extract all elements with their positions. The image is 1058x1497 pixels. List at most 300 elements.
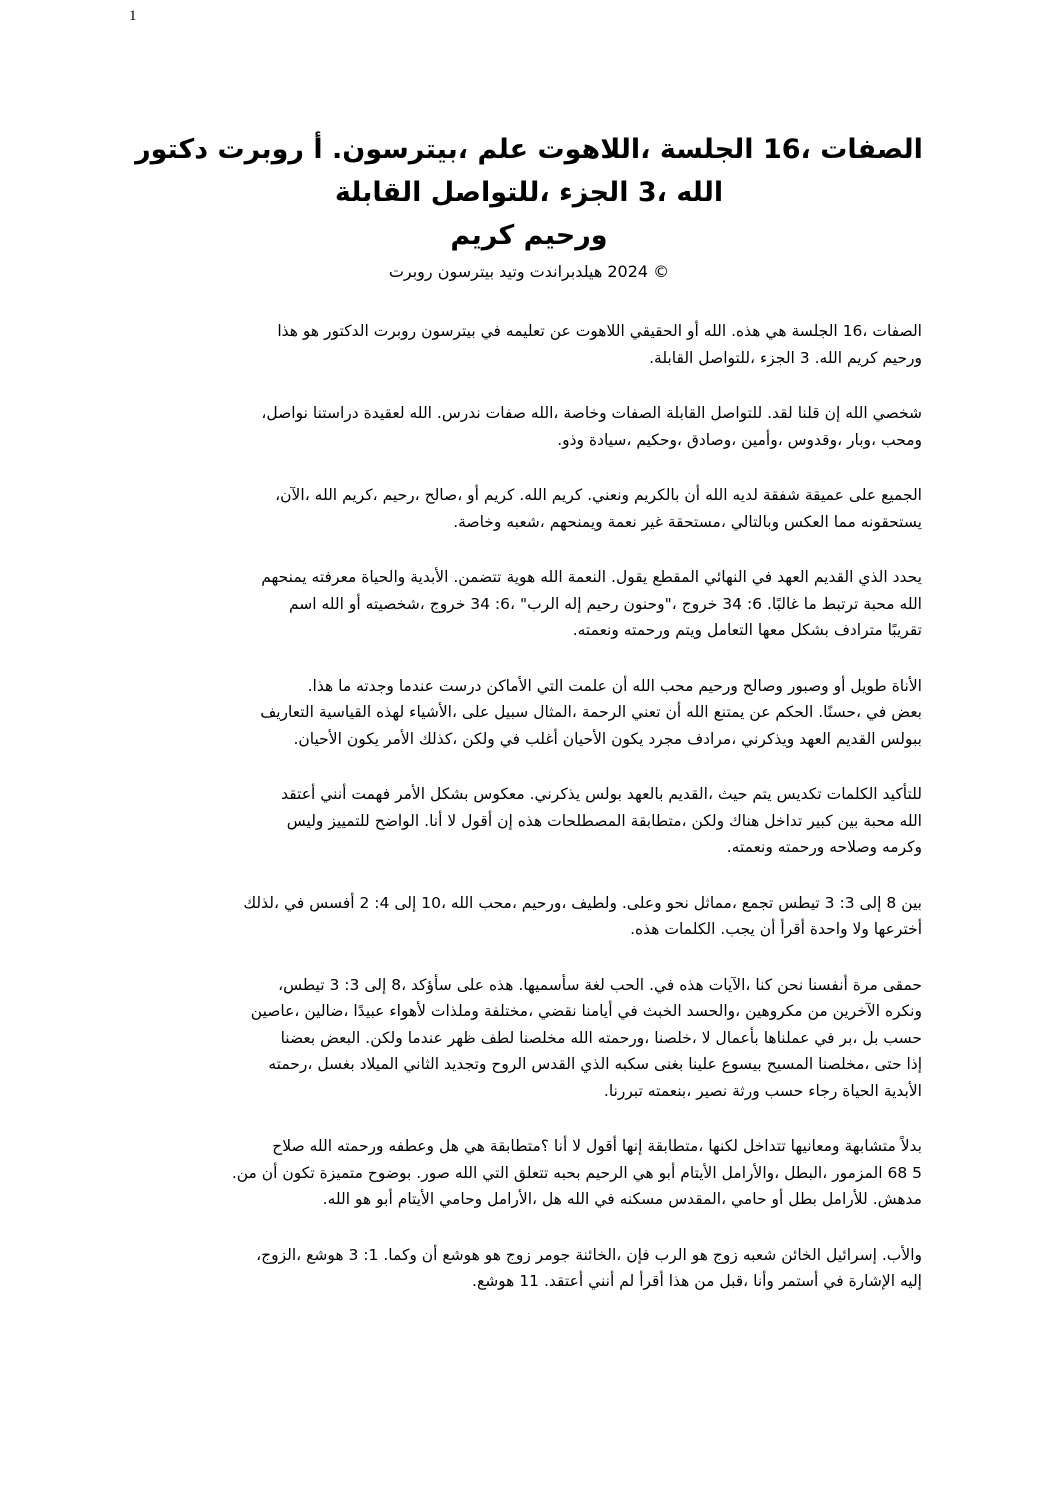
word: تيطس، bbox=[278, 975, 325, 994]
word: أو bbox=[686, 322, 699, 340]
word: أنفسنا bbox=[808, 975, 848, 994]
word: الله bbox=[845, 404, 868, 422]
paragraph bbox=[140, 400, 922, 453]
word: القياسية bbox=[318, 703, 372, 721]
word: لعقيدة bbox=[363, 404, 405, 422]
word: هوشع bbox=[306, 1245, 344, 1264]
word: في bbox=[617, 1002, 638, 1020]
word: تجمع bbox=[741, 893, 774, 912]
word: ورحيم bbox=[698, 676, 738, 695]
word: الأبدية bbox=[883, 1081, 922, 1100]
word: حيث bbox=[717, 785, 748, 803]
word: الروح bbox=[491, 1055, 527, 1073]
word: ،مختلفة bbox=[483, 1002, 534, 1020]
word: الأماكن bbox=[486, 676, 532, 695]
word: الصفات bbox=[872, 322, 922, 340]
paragraph-line bbox=[140, 808, 922, 835]
word: بعضنا bbox=[280, 1028, 316, 1047]
word: عبيدًا bbox=[353, 1002, 385, 1020]
word: الجلسة bbox=[791, 322, 838, 340]
word: 5 bbox=[912, 1163, 922, 1182]
word: معها bbox=[757, 621, 786, 639]
word: بعض bbox=[891, 703, 922, 721]
word: عندما bbox=[407, 1028, 443, 1047]
word: الحكم bbox=[775, 703, 814, 721]
word: أن bbox=[611, 676, 628, 695]
word: على bbox=[461, 703, 490, 721]
word: 16، bbox=[762, 134, 811, 165]
word: للأرامل bbox=[821, 1190, 868, 1208]
paragraph bbox=[140, 781, 922, 861]
word: يتم bbox=[752, 785, 772, 803]
word: ،شعبه bbox=[506, 512, 545, 531]
word: ،للتواصل bbox=[430, 177, 550, 208]
word: شعبه bbox=[742, 1245, 777, 1264]
word: صور. bbox=[416, 1163, 450, 1182]
word: علينا bbox=[688, 1055, 717, 1073]
paragraph-line bbox=[140, 1051, 922, 1078]
word: كنا bbox=[755, 975, 773, 994]
word: العكس bbox=[784, 512, 829, 531]
word: :6، bbox=[494, 594, 516, 613]
word: ،ضالين bbox=[304, 1002, 349, 1020]
word: الواضح bbox=[374, 811, 420, 830]
page-number: 1 bbox=[129, 8, 137, 24]
word: على bbox=[848, 486, 877, 504]
word: عندما bbox=[398, 676, 434, 695]
word: بل bbox=[862, 1028, 879, 1047]
word: هذه. bbox=[731, 322, 761, 340]
word: بالعهد bbox=[626, 785, 664, 803]
word: أن bbox=[421, 1245, 438, 1264]
word: ،ورحمته bbox=[597, 1028, 650, 1047]
word: هي bbox=[632, 1163, 654, 1182]
word: أبو bbox=[658, 1163, 676, 1182]
paragraph-line bbox=[140, 1078, 922, 1105]
word: هي bbox=[463, 1137, 485, 1155]
word: ،كذلك bbox=[418, 729, 458, 748]
document-body bbox=[140, 318, 922, 1324]
word: مجرد bbox=[648, 729, 683, 748]
word: الله bbox=[899, 811, 922, 830]
word: كبير bbox=[807, 811, 833, 830]
word: متشابهة bbox=[844, 1137, 896, 1155]
word: حامي bbox=[731, 1190, 767, 1208]
word: هل bbox=[438, 1137, 459, 1155]
word: سبيل bbox=[494, 703, 529, 721]
paragraph-line bbox=[140, 916, 922, 943]
word: عميقة bbox=[804, 486, 844, 504]
word: أقرأ bbox=[780, 920, 805, 938]
word: العهد bbox=[799, 729, 831, 748]
word: الله bbox=[309, 1137, 333, 1155]
word: البعض bbox=[320, 1028, 361, 1047]
paragraph bbox=[140, 673, 922, 753]
paragraph bbox=[140, 318, 922, 371]
word: هو bbox=[355, 1190, 372, 1208]
word: غالبًا. bbox=[766, 594, 799, 613]
word: الصفات bbox=[820, 134, 923, 165]
word: هي bbox=[765, 322, 787, 340]
word: أعتقد bbox=[281, 785, 316, 803]
word: ،محب bbox=[478, 893, 517, 912]
word: خروج bbox=[681, 594, 718, 613]
word: كريم bbox=[846, 348, 878, 367]
word: ،مخلصنا bbox=[818, 1055, 870, 1073]
word: ،متطابقة bbox=[630, 811, 687, 830]
word: ظهر bbox=[447, 1028, 476, 1047]
word: أفسس bbox=[309, 893, 355, 912]
word: وكرمه bbox=[881, 838, 922, 856]
word: ،المثال bbox=[533, 703, 577, 721]
word: بين bbox=[901, 893, 922, 912]
word: :1 bbox=[363, 1245, 379, 1264]
word: أو bbox=[467, 486, 479, 504]
word: لا bbox=[572, 1137, 582, 1155]
word: مدهش. bbox=[872, 1190, 922, 1208]
word: أو bbox=[771, 1190, 784, 1208]
word: هناك bbox=[729, 811, 760, 830]
word: لأهواء bbox=[389, 1002, 426, 1020]
word: 2024 bbox=[607, 262, 649, 281]
word: بغسل bbox=[317, 1055, 355, 1073]
word: ،عاصين bbox=[250, 1002, 300, 1020]
word: ولا bbox=[852, 920, 869, 938]
word: تبررنا. bbox=[603, 1081, 643, 1100]
word: ،الله bbox=[530, 404, 559, 422]
word: أن bbox=[261, 1163, 278, 1182]
paragraph-line bbox=[140, 1025, 922, 1052]
word: وخاصة. bbox=[453, 512, 502, 531]
word: الله. bbox=[519, 486, 547, 504]
word: ونعمته. bbox=[726, 838, 773, 856]
word: في bbox=[823, 1272, 844, 1290]
word: الجلسة bbox=[659, 134, 754, 165]
word: مكروهين bbox=[745, 1002, 803, 1020]
word: وأنا bbox=[753, 1272, 774, 1290]
word: ولطيف bbox=[571, 893, 617, 912]
word: الله bbox=[703, 322, 727, 340]
word: الله bbox=[705, 486, 728, 504]
word: 3 bbox=[799, 348, 810, 367]
word: صفات bbox=[485, 404, 526, 422]
paragraph-line bbox=[140, 345, 922, 372]
word: التي bbox=[482, 1163, 509, 1182]
word: الكلمات bbox=[664, 920, 716, 938]
word: بشكل bbox=[430, 785, 469, 803]
word: أن bbox=[684, 486, 701, 504]
word: والحياة bbox=[361, 568, 406, 586]
word: يمتنع bbox=[713, 703, 745, 721]
word: الرب" bbox=[519, 594, 560, 613]
word: نواصل، bbox=[261, 404, 308, 422]
paragraph bbox=[140, 1133, 922, 1213]
word: ببولس bbox=[880, 729, 922, 748]
word: ونعمته. bbox=[572, 621, 619, 639]
word: محب bbox=[659, 676, 694, 695]
word: روبرت bbox=[373, 322, 417, 340]
word: حمقى bbox=[882, 975, 922, 994]
word: بيترسون bbox=[437, 262, 495, 281]
word: ،خلصنا bbox=[654, 1028, 697, 1047]
word: من bbox=[694, 1272, 715, 1290]
word: التعاريف bbox=[260, 703, 314, 721]
word: الله bbox=[314, 486, 338, 504]
word: ،بر bbox=[839, 1028, 858, 1047]
word: حسب bbox=[883, 1028, 922, 1047]
paragraph-line bbox=[140, 699, 922, 726]
word: محبة bbox=[863, 811, 895, 830]
word: أن bbox=[759, 920, 776, 938]
word: بالكريم bbox=[633, 486, 680, 504]
word: هذه. bbox=[630, 920, 660, 938]
word: يمنحهم bbox=[261, 568, 307, 586]
word: إذا bbox=[906, 1055, 922, 1073]
word: © bbox=[653, 262, 670, 281]
word: واحدة bbox=[809, 920, 848, 938]
word: زوج bbox=[505, 1245, 531, 1264]
word: إله bbox=[564, 594, 582, 613]
word: يكون bbox=[611, 729, 644, 748]
word: ما bbox=[338, 676, 352, 695]
word: رجاء bbox=[808, 1081, 838, 1100]
word: الميلاد bbox=[359, 1055, 399, 1073]
word: ،"وحنون bbox=[623, 594, 677, 613]
word: ومحب bbox=[880, 430, 922, 449]
word: الأيتام bbox=[680, 1163, 717, 1182]
word: الدكتور bbox=[324, 322, 369, 340]
word: هو bbox=[691, 1245, 708, 1264]
word: ولكن bbox=[691, 811, 725, 830]
word: ،صالح bbox=[424, 486, 463, 504]
word: ،الخائنة bbox=[575, 1245, 622, 1264]
word: طويل bbox=[850, 676, 887, 695]
word: بولس bbox=[585, 785, 622, 803]
word: بحبه bbox=[553, 1163, 581, 1182]
word: تكون bbox=[282, 1163, 315, 1182]
word: أن bbox=[665, 703, 682, 721]
paragraph-line bbox=[140, 1133, 922, 1160]
word: للتواصل bbox=[710, 404, 763, 422]
word: علمت bbox=[568, 676, 607, 695]
word: هذا bbox=[668, 1272, 690, 1290]
paragraph-line bbox=[140, 564, 922, 591]
word: :6 bbox=[746, 594, 763, 613]
word: روبرت bbox=[388, 262, 433, 281]
word: بيترسون bbox=[421, 322, 476, 340]
paragraph bbox=[140, 890, 922, 943]
word: أ bbox=[313, 134, 323, 165]
word: سأسميها. bbox=[518, 975, 580, 994]
word: هذا bbox=[277, 322, 298, 340]
word: ،الأرامل bbox=[487, 1190, 538, 1208]
word: غير bbox=[641, 512, 663, 531]
word: لطف bbox=[480, 1028, 515, 1047]
paragraph-line bbox=[140, 890, 922, 917]
word: محبة bbox=[863, 594, 895, 613]
word: وبالتالي bbox=[730, 512, 780, 531]
word: الله bbox=[676, 177, 724, 208]
word: ،والأرامل bbox=[721, 1163, 780, 1182]
word: إلى bbox=[364, 975, 387, 994]
word: الله. bbox=[322, 1190, 351, 1208]
word: الله bbox=[409, 404, 432, 422]
word: الأمر bbox=[395, 785, 426, 803]
word: إن bbox=[824, 404, 841, 422]
word: في bbox=[751, 568, 773, 586]
word: للتمييز bbox=[328, 811, 370, 830]
word: وصالح bbox=[742, 676, 783, 695]
word: الله bbox=[632, 676, 655, 695]
word: التي bbox=[536, 676, 564, 695]
word: ترتبط bbox=[821, 594, 859, 613]
word: الأحيان bbox=[562, 729, 607, 748]
paragraph-line bbox=[140, 726, 922, 753]
word: ،سيادة bbox=[588, 430, 632, 449]
word: دكتور bbox=[135, 134, 209, 165]
word: بغنى bbox=[653, 1055, 684, 1073]
word: ،ورحيم bbox=[521, 893, 567, 912]
word: بين bbox=[837, 811, 859, 830]
word: :4 bbox=[374, 893, 390, 912]
word: حتى bbox=[874, 1055, 902, 1073]
word: إليه bbox=[899, 1272, 922, 1290]
word: ،رحيم bbox=[382, 486, 420, 504]
word: الرحيم bbox=[585, 1163, 628, 1182]
word: 8 bbox=[886, 893, 897, 912]
word: أقول bbox=[461, 811, 493, 830]
word: الجميع bbox=[881, 486, 922, 504]
word: الرحمة bbox=[581, 703, 627, 721]
word: الله. bbox=[814, 348, 843, 367]
word: اللاهوت bbox=[575, 322, 625, 340]
word: الحقيقي bbox=[629, 322, 683, 340]
word: إسرائيل bbox=[826, 1245, 877, 1264]
word: الإشارة bbox=[848, 1272, 896, 1290]
paragraph-line bbox=[140, 1242, 922, 1269]
word: وعطفه bbox=[388, 1137, 435, 1155]
word: المصطلحات bbox=[547, 811, 626, 830]
paragraph-line bbox=[140, 1186, 922, 1213]
word: القديم bbox=[813, 568, 854, 586]
word: أنني bbox=[320, 785, 347, 803]
word: تتداخل bbox=[742, 1137, 786, 1155]
word: لا bbox=[701, 1028, 711, 1047]
word: كريم bbox=[483, 486, 515, 504]
word: أنا bbox=[553, 1137, 568, 1155]
word: أو bbox=[348, 594, 361, 613]
word: لكنها bbox=[708, 1137, 739, 1155]
word: للتأكيد bbox=[882, 785, 922, 803]
word: علم bbox=[477, 134, 529, 165]
word: درست bbox=[438, 676, 482, 695]
word: 34 bbox=[470, 594, 490, 613]
word: 34 bbox=[722, 594, 742, 613]
word: 3 bbox=[348, 1245, 359, 1264]
word: شخصي bbox=[872, 404, 922, 422]
word: نحن bbox=[777, 975, 804, 994]
word: 3 bbox=[824, 893, 835, 912]
word: زوج bbox=[712, 1245, 738, 1264]
word: ،البطل bbox=[784, 1163, 828, 1182]
word: ورحمته bbox=[777, 838, 825, 856]
word: تقريبًا bbox=[887, 621, 922, 639]
word: ويتم bbox=[675, 621, 703, 639]
word: لا bbox=[447, 811, 457, 830]
document-header bbox=[100, 128, 958, 285]
word: أعتقد. bbox=[543, 1272, 584, 1290]
word: ،المقدس bbox=[668, 1190, 727, 1208]
word: الآخرين bbox=[832, 1002, 881, 1020]
word: ،قبل bbox=[719, 1272, 749, 1290]
word: إن bbox=[497, 811, 513, 830]
word: الله bbox=[450, 893, 474, 912]
word: سكبه bbox=[614, 1055, 649, 1073]
word: في. bbox=[649, 975, 675, 994]
word: ،الآن، bbox=[275, 486, 310, 504]
word: المسيح bbox=[766, 1055, 814, 1073]
word: يجب. bbox=[720, 920, 755, 938]
word: في bbox=[480, 322, 501, 340]
word: في bbox=[499, 729, 521, 748]
word: وحامي bbox=[439, 1190, 483, 1208]
word: ،الآيات bbox=[708, 975, 751, 994]
word: ويذكرني bbox=[741, 729, 795, 748]
word: مخلصنا bbox=[519, 1028, 566, 1047]
word: 10، bbox=[421, 893, 446, 912]
word: ،بيترسون. bbox=[332, 134, 469, 165]
paragraph bbox=[140, 972, 922, 1105]
paragraph bbox=[140, 482, 922, 535]
word: ،رحمته bbox=[268, 1055, 313, 1073]
word: والأب. bbox=[881, 1245, 922, 1264]
word: ،اللاهوت bbox=[537, 134, 651, 165]
word: ورحيم bbox=[882, 348, 922, 367]
word: الخبث bbox=[642, 1002, 682, 1020]
word: وليس bbox=[286, 811, 324, 830]
word: هو bbox=[484, 1245, 501, 1264]
paragraph bbox=[140, 1242, 922, 1295]
paragraph-line bbox=[140, 972, 922, 999]
word: الله bbox=[321, 594, 344, 613]
word: عملناها bbox=[763, 1028, 810, 1047]
word: معكوس bbox=[473, 785, 525, 803]
paragraph-line bbox=[140, 482, 922, 509]
word: هوشع bbox=[442, 1245, 480, 1264]
paragraph-line bbox=[140, 591, 922, 618]
word: ،للتواصل bbox=[698, 348, 756, 367]
word: في bbox=[865, 703, 887, 721]
word: الرب bbox=[654, 1245, 687, 1264]
word: الأناة bbox=[891, 676, 922, 695]
word: ورحيم bbox=[523, 220, 608, 251]
word: ندرس. bbox=[436, 404, 481, 422]
word: دراستنا bbox=[312, 404, 359, 422]
word: بدلاً bbox=[900, 1137, 922, 1155]
word: من bbox=[807, 1002, 828, 1020]
word: إنها bbox=[621, 1137, 643, 1155]
word: الله bbox=[540, 568, 563, 586]
paragraph-line bbox=[140, 1160, 922, 1187]
word: ما bbox=[803, 594, 817, 613]
word: ؟متطابقة bbox=[489, 1137, 549, 1155]
word: لديه bbox=[732, 486, 758, 504]
word: 16، bbox=[842, 322, 868, 340]
word: النهائي bbox=[704, 568, 747, 586]
word: وكما. bbox=[383, 1245, 417, 1264]
word: ويمنحهم bbox=[549, 512, 603, 531]
word: الثاني bbox=[403, 1055, 440, 1073]
